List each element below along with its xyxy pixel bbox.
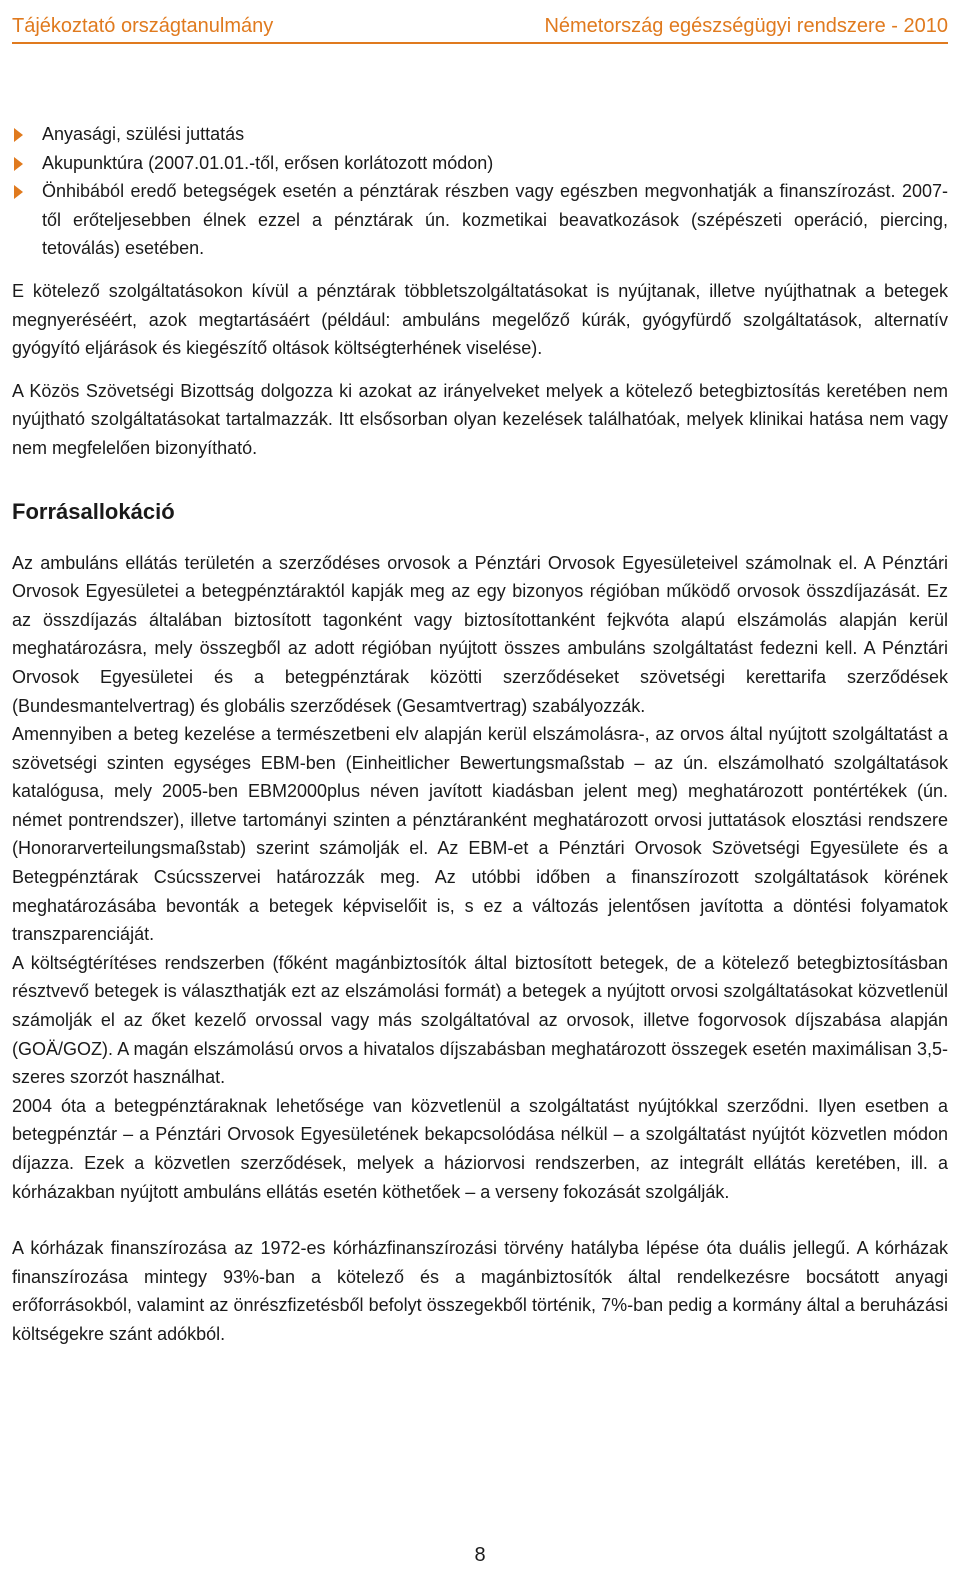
list-item <box>12 149 948 178</box>
triangle-right-icon <box>14 157 23 171</box>
document-body <box>12 120 948 1349</box>
paragraph-guidelines: A Közös Szövetségi Bizottság dolgozza ki azokat az irányelveket melyek a kötelező betegbiztosítás keretében nem nyújtható szolgáltatásokat tartalmazzák. Itt elsősorban olyan kezelések találhatóak, melyek klinikai hatása nem vagy nem megfelelően bizonyítható. <box>12 380 948 458</box>
list-item-text: Önhibából eredő betegségek esetén a pénztárak részben vagy egészben megvonhatják a finanszírozást. 2007-től erőteljesebben élnek ezzel a pénztárak ún. kozmetikai beavatkozások (szépészeti operáció, piercing, tetoválás) esetében. <box>42 181 948 259</box>
list-item <box>12 120 948 149</box>
list-item-text: Anyasági, szülési juttatás <box>42 124 245 144</box>
list-item-text: Akupunktúra (2007.01.01.-től, erősen korlátozott módon) <box>42 152 494 173</box>
page-number: 8 <box>474 1544 486 1566</box>
page-header <box>12 0 948 44</box>
list-item <box>12 177 948 263</box>
bullet-list <box>12 120 948 263</box>
triangle-right-icon <box>14 185 23 199</box>
paragraph-ebm: Amennyiben a beteg kezelése a természetbeni elv alapján kerül elszámolásra-, az orvos által nyújtott szolgáltatást a szövetségi szinten egységes EBM-ben (Einheitlicher Bewertungsmaßstab – az ún. elszámolható szolgáltatások katalógusa, mely 2005-ben EBM2000plus néven javított kiadásban jelent meg) meghatározott pontértékek (ún. német pontrendszer), illetve tartományi szinten a pénztáranként meghatározott orvosi juttatások elosztási rendszere (Honorarverteilungsmaßstab) szerint számolják el. Az EBM-et a Pénztári Orvosok Szövetségi Egyesülete és a Betegpénztárak Csúcsszervei határozzák meg. Az utóbbi időben a finanszírozott szolgáltatások körének meghatározásába bevonták a betegek képviselőit is, s ez a változás jelentősen javította a döntési folyamatok transzparenciáját. <box>12 724 948 945</box>
paragraph-ambulatory-care: Az ambuláns ellátás területén a szerződéses orvosok a Pénztári Orvosok Egyesületeivel számolnak el. A Pénztári Orvosok Egyesületei a betegpénztáraktól kapják meg az egy bizonyos régióban működő orvosok összdíjazását. Ez az összdíjazás általában biztosított tagonként vagy biztosítottanként fejkvóta alapú elszámolás alapján kerül meghatározásra, mely összegből az adott régióban nyújtott összes ambuláns szolgáltatást fedezni kell. A Pénztári Orvosok Egyesületei és a betegpénztárak közötti szerződéseket szövetségi kerettarifa szerződések (Bundesmantelvertrag) és globális szerződések (Gesamtvertrag) szabályozzák. <box>12 552 948 716</box>
triangle-right-icon <box>14 128 23 142</box>
paragraph-extra-services: E kötelező szolgáltatásokon kívül a pénztárak többletszolgáltatásokat is nyújtanak, illetve nyújthatnak a betegek megnyeréséért, azok megtartásáért (például: ambuláns megelőző kúrák, gyógyfürdő szolgáltatások, alternatív gyógyító eljárások és kiegészítő oltások költségterhének viselése). <box>12 280 948 359</box>
paragraph-reimbursement: A költségtérítéses rendszerben (főként magánbiztosítók által biztosított betegek, de a kötelező betegbiztosításban résztvevő betegek is választhatják ezt az elszámolási formát) a betegek a nyújtott orvosi szolgáltatásokat közvetlenül számolják el az őket kezelő orvossal vagy más szolgáltatóval az orvosok, illetve fogorvosok díjszabása alapján (GOÄ/GOZ). A magán elszámolású orvos a hivatalos díjszabásban meghatározott összegek esetén maximálisan 3,5-szeres szorzót használhat. <box>12 952 948 1088</box>
paragraph-hospital-financing: A kórházak finanszírozása az 1972-es kórházfinanszírozási törvény hatályba lépése óta duális jellegű. A kórházak finanszírozása mintegy 93%-ban a kötelező és a magánbiztosítók által rendelkezésre bocsátott anyagi erőforrásokból, valamint az önrészfizetésből befolyt összegekből történik, 7%-ban pedig a kormány által a beruházási költségekre szánt adókból. <box>12 1238 948 1344</box>
header-right-title: Németország egészségügyi rendszere - 2010 <box>544 15 948 37</box>
paragraph-direct-contracts: 2004 óta a betegpénztáraknak lehetősége van közvetlenül a szolgáltatást nyújtókkal szerződni. Ilyen esetben a betegpénztár – a Pénztári Orvosok Egyesületének bekapcsolódása nélkül – a szolgáltatást nyújtót közvetlen módon díjazza. Ezek a közvetlen szerződések, melyek a háziorvosi rendszerben, az integrált ellátás keretében, ill. a kórházakban nyújtott ambuláns ellátás esetén köthetőek – a verseny fokozását szolgálják. <box>12 1095 948 1202</box>
header-left-title: Tájékoztató országtanulmány <box>12 15 274 37</box>
section-heading: Forrásallokáció <box>12 498 175 524</box>
